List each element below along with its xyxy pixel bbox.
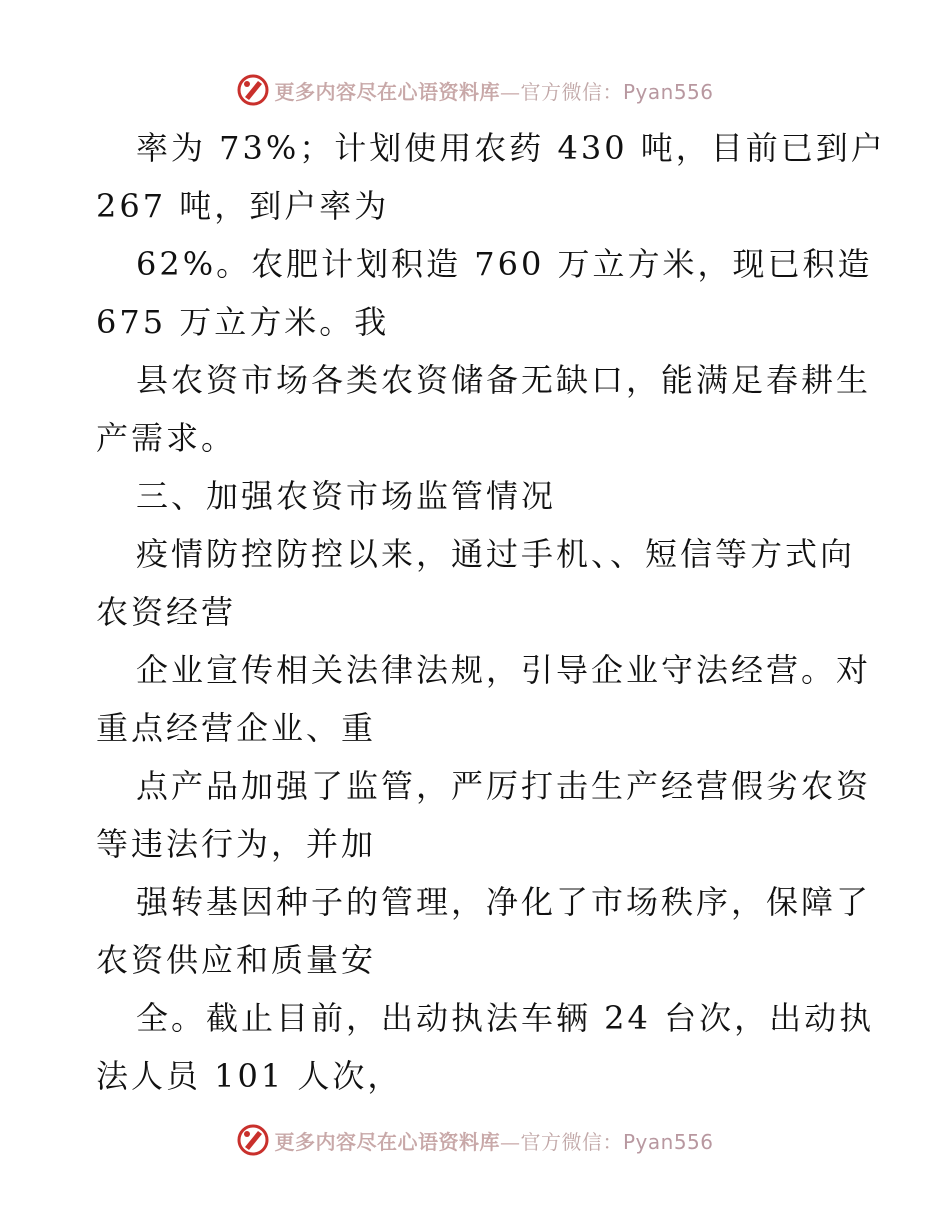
logo-icon xyxy=(236,73,270,107)
watermark-wechat-id: Pyan556 xyxy=(622,1129,714,1154)
logo-icon xyxy=(236,1123,270,1157)
text-line: 全。截止目前，出动执法车辆 24 台次，出动执 xyxy=(136,999,875,1037)
text-line: 法人员 101 人次， xyxy=(96,1057,403,1095)
watermark-wechat-id: Pyan556 xyxy=(622,79,714,104)
watermark-text xyxy=(274,76,713,105)
watermark-wechat-label: 官方微信： xyxy=(520,79,623,104)
watermark-dash: — xyxy=(499,1129,521,1154)
watermark-wechat-label: 官方微信： xyxy=(520,1129,623,1154)
text-line: 267 吨，到户率为 xyxy=(96,187,390,225)
watermark-dash: — xyxy=(499,79,521,104)
text-line: 重点经营企业、重 xyxy=(96,709,377,747)
section-heading: 三、加强农资市场监管情况 xyxy=(136,477,557,515)
header-watermark xyxy=(0,70,950,110)
text-line: 强转基因种子的管理，净化了市场秩序，保障了 xyxy=(136,883,872,921)
watermark-site: 更多内容尽在心语资料库 xyxy=(274,1129,500,1154)
watermark-site: 更多内容尽在心语资料库 xyxy=(274,79,500,104)
text-line: 农资经营 xyxy=(96,593,237,631)
text-line: 675 万立方米。我 xyxy=(96,303,390,341)
footer-watermark xyxy=(0,1120,950,1160)
text-line: 企业宣传相关法律法规，引导企业守法经营。对 xyxy=(136,651,872,689)
text-line: 点产品加强了监管，严厉打击生产经营假劣农资 xyxy=(136,767,872,805)
text-line: 疫情防控防控以来，通过手机、、短信等方式向 xyxy=(136,535,856,573)
text-line: 等违法行为，并加 xyxy=(96,825,377,863)
text-line: 62%。农肥计划积造 760 万立方米，现已积造 xyxy=(136,245,873,283)
text-line: 产需求。 xyxy=(96,419,237,457)
text-line: 农资供应和质量安 xyxy=(96,941,377,979)
watermark-text xyxy=(274,1126,713,1155)
text-line: 率为 73%；计划使用农药 430 吨，目前已到户 xyxy=(136,129,886,167)
text-line: 县农资市场各类农资储备无缺口，能满足春耕生 xyxy=(136,361,872,399)
